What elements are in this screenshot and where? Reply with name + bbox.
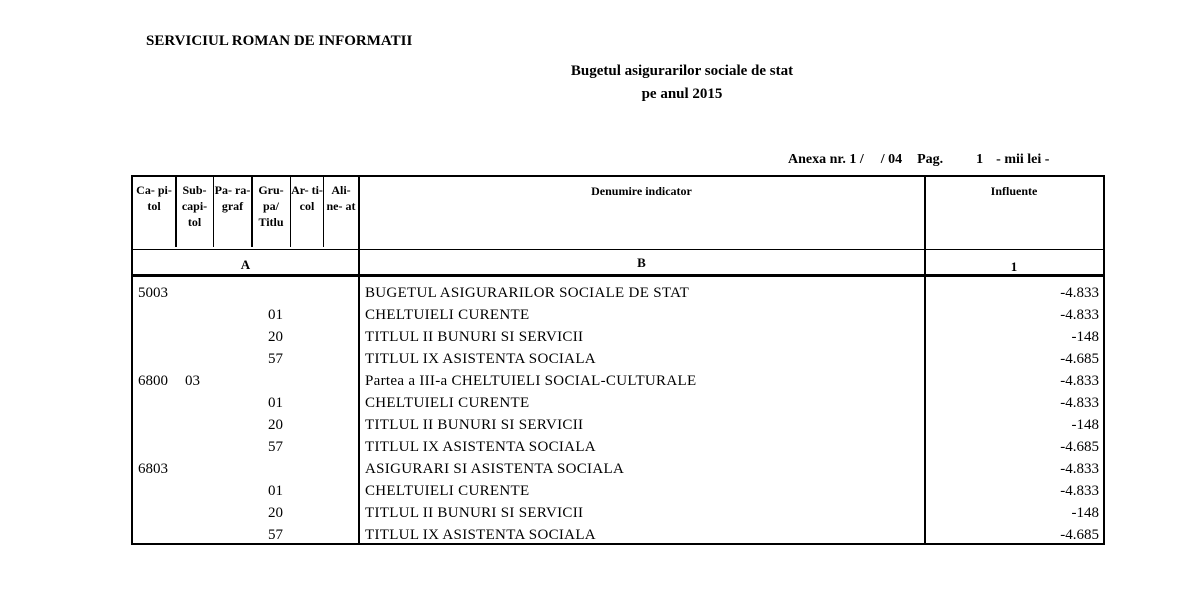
cell-influente: -4.833 bbox=[1060, 461, 1099, 477]
cell-subcapitol: 03 bbox=[185, 373, 200, 389]
table-row bbox=[133, 370, 1107, 392]
cell-denumire: TITLUL II BUNURI SI SERVICII bbox=[365, 505, 584, 521]
table-row bbox=[133, 502, 1107, 524]
page-number: 1 bbox=[976, 152, 984, 167]
cell-paragraf: 57 bbox=[268, 439, 283, 455]
cell-paragraf: 01 bbox=[268, 483, 283, 499]
cell-influente: -4.685 bbox=[1060, 351, 1099, 367]
table-row bbox=[133, 524, 1107, 546]
cell-influente: -4.833 bbox=[1060, 307, 1099, 323]
annex-number: / 04 bbox=[880, 152, 903, 167]
cell-denumire: BUGETUL ASIGURARILOR SOCIALE DE STAT bbox=[365, 285, 690, 301]
cell-influente: -148 bbox=[1071, 417, 1099, 433]
cell-capitol: 6800 bbox=[138, 373, 168, 389]
cell-paragraf: 01 bbox=[268, 395, 283, 411]
annex-label: Anexa nr. 1 / bbox=[788, 152, 864, 167]
cell-influente: -4.833 bbox=[1060, 395, 1099, 411]
cell-denumire: Partea a III-a CHELTUIELI SOCIAL-CULTURALE bbox=[365, 373, 697, 389]
unit-label: - mii lei - bbox=[996, 152, 1050, 167]
header-alineat: Ali- ne- at bbox=[326, 183, 356, 213]
cell-denumire: CHELTUIELI CURENTE bbox=[365, 483, 530, 499]
cell-paragraf: 57 bbox=[268, 527, 283, 543]
page-label: Pag. bbox=[917, 152, 944, 167]
cell-denumire: TITLUL IX ASISTENTA SOCIALA bbox=[365, 351, 596, 367]
table-row bbox=[133, 282, 1107, 304]
cell-influente: -4.685 bbox=[1060, 527, 1099, 543]
cell-capitol: 5003 bbox=[138, 285, 168, 301]
cell-paragraf: 57 bbox=[268, 351, 283, 367]
cell-denumire: TITLUL II BUNURI SI SERVICII bbox=[365, 329, 584, 345]
cell-denumire: ASIGURARI SI ASISTENTA SOCIALA bbox=[365, 461, 625, 477]
cell-paragraf: 01 bbox=[268, 307, 283, 323]
cell-paragraf: 20 bbox=[268, 329, 283, 345]
document-subtitle: pe anul 2015 bbox=[641, 86, 723, 102]
table-row bbox=[133, 436, 1107, 458]
header-denumire: Denumire indicator bbox=[591, 184, 692, 198]
budget-table bbox=[131, 175, 1105, 545]
header-subcapitol: Sub- capi- tol bbox=[181, 183, 208, 229]
header-articol: Ar- ti- col bbox=[291, 183, 323, 213]
cell-denumire: TITLUL IX ASISTENTA SOCIALA bbox=[365, 527, 596, 543]
cell-influente: -4.833 bbox=[1060, 373, 1099, 389]
table-row bbox=[133, 304, 1107, 326]
cell-influente: -4.685 bbox=[1060, 439, 1099, 455]
header-influente: Influente bbox=[990, 184, 1038, 198]
cell-denumire: CHELTUIELI CURENTE bbox=[365, 395, 530, 411]
cell-paragraf: 20 bbox=[268, 505, 283, 521]
cell-influente: -4.833 bbox=[1060, 483, 1099, 499]
table-row bbox=[133, 348, 1107, 370]
table-row bbox=[133, 480, 1107, 502]
header-paragraf: Pa- ra- graf bbox=[214, 183, 251, 213]
table-row bbox=[133, 392, 1107, 414]
table-row bbox=[133, 326, 1107, 348]
header-grupa: Gru- pa/ Titlu bbox=[258, 183, 284, 229]
cell-influente: -148 bbox=[1071, 505, 1099, 521]
cell-denumire: TITLUL II BUNURI SI SERVICII bbox=[365, 417, 584, 433]
organization-name: SERVICIUL ROMAN DE INFORMATII bbox=[146, 33, 413, 49]
header-rule bbox=[133, 249, 1103, 250]
header-capitol: Ca- pi- tol bbox=[136, 183, 172, 213]
cell-paragraf: 20 bbox=[268, 417, 283, 433]
label-b: B bbox=[637, 255, 646, 270]
document-title: Bugetul asigurarilor sociale de stat bbox=[570, 63, 794, 79]
label-1: 1 bbox=[1010, 259, 1018, 274]
cell-denumire: CHELTUIELI CURENTE bbox=[365, 307, 530, 323]
annex-line bbox=[788, 152, 1049, 168]
cell-denumire: TITLUL IX ASISTENTA SOCIALA bbox=[365, 439, 596, 455]
table-row bbox=[133, 458, 1107, 480]
table-row bbox=[133, 414, 1107, 436]
label-a: A bbox=[240, 257, 251, 272]
cell-capitol: 6803 bbox=[138, 461, 168, 477]
cell-influente: -148 bbox=[1071, 329, 1099, 345]
cell-influente: -4.833 bbox=[1060, 285, 1099, 301]
